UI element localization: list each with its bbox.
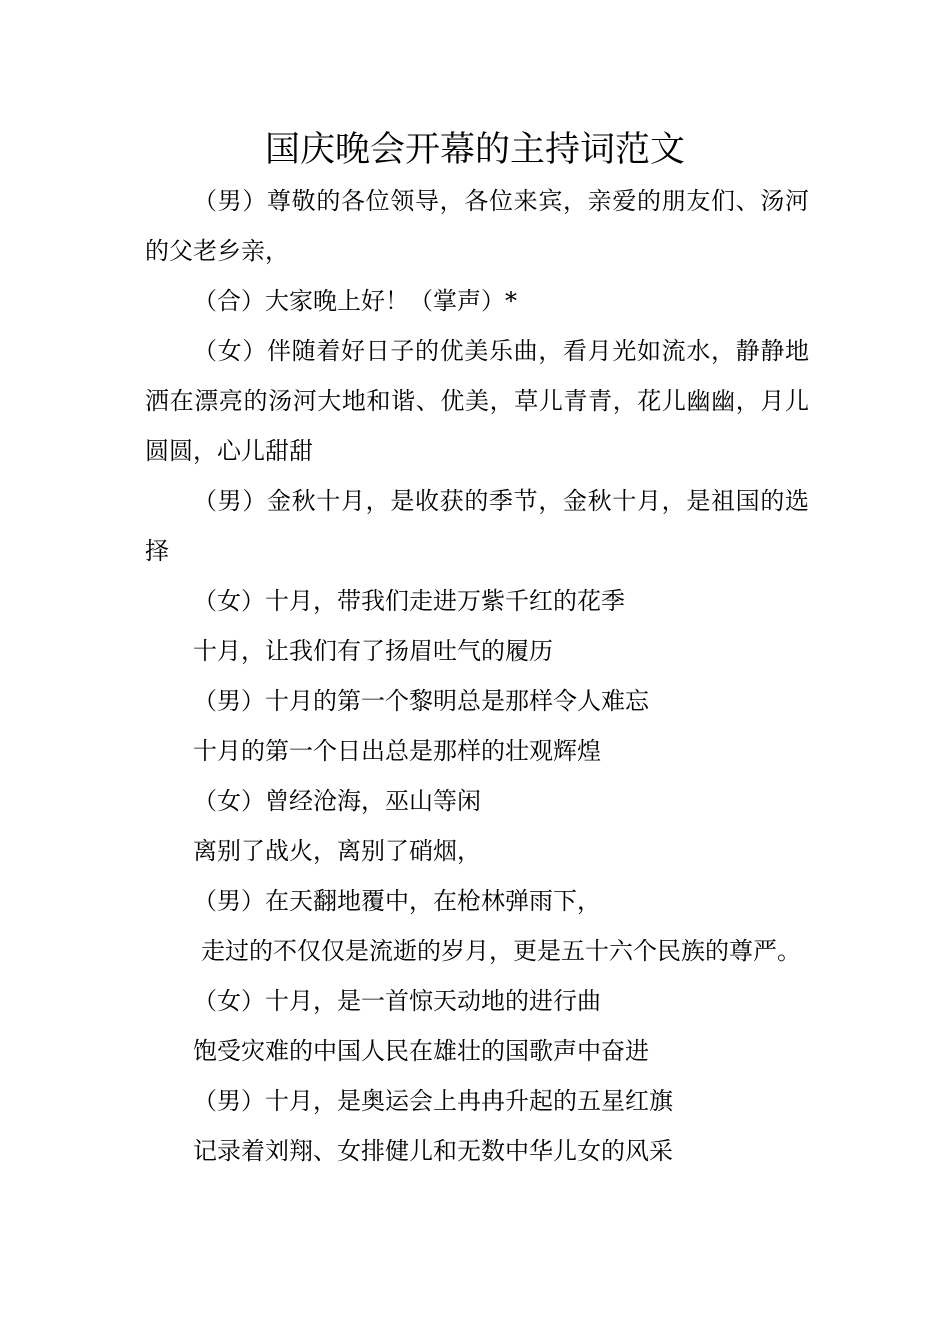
paragraph-13: （女）十月，是一首惊天动地的进行曲 xyxy=(193,987,601,1015)
paragraph-14: 饱受灾难的中国人民在雄壮的国歌声中奋进 xyxy=(193,1037,649,1065)
paragraph-9: （女）曾经沧海，巫山等闲 xyxy=(193,787,481,815)
paragraph-7: （男）十月的第一个黎明总是那样令人难忘 xyxy=(193,687,649,715)
paragraph-1: （男）尊敬的各位领导，各位来宾，亲爱的朋友们、汤河的父老乡亲， xyxy=(145,187,809,265)
paragraph-4: （男）金秋十月，是收获的季节，金秋十月，是祖国的选择 xyxy=(145,487,809,565)
paragraph-3: （女）伴随着好日子的优美乐曲，看月光如流水，静静地洒在漂亮的汤河大地和谐、优美，草儿青青，花儿幽幽，月儿圆圆，心儿甜甜 xyxy=(145,337,809,465)
paragraph-6: 十月，让我们有了扬眉吐气的履历 xyxy=(193,637,553,665)
paragraph-5: （女）十月，带我们走进万紫千红的花季 xyxy=(193,587,625,615)
paragraph-10: 离别了战火，离别了硝烟， xyxy=(193,837,481,865)
paragraph-16: 记录着刘翔、女排健儿和无数中华儿女的风采 xyxy=(193,1137,673,1165)
page-title: 国庆晚会开幕的主持词范文 xyxy=(264,130,685,170)
paragraph-15: （男）十月，是奥运会上冉冉升起的五星红旗 xyxy=(193,1087,673,1115)
paragraph-2: （合）大家晚上好！（掌声）* xyxy=(193,287,517,315)
paragraph-12: 走过的不仅仅是流逝的岁月，更是五十六个民族的尊严。 xyxy=(201,937,801,965)
paragraph-11: （男）在天翻地覆中，在枪林弹雨下， xyxy=(193,887,601,915)
document-body xyxy=(145,176,809,1176)
paragraph-8: 十月的第一个日出总是那样的壮观辉煌 xyxy=(193,737,601,765)
